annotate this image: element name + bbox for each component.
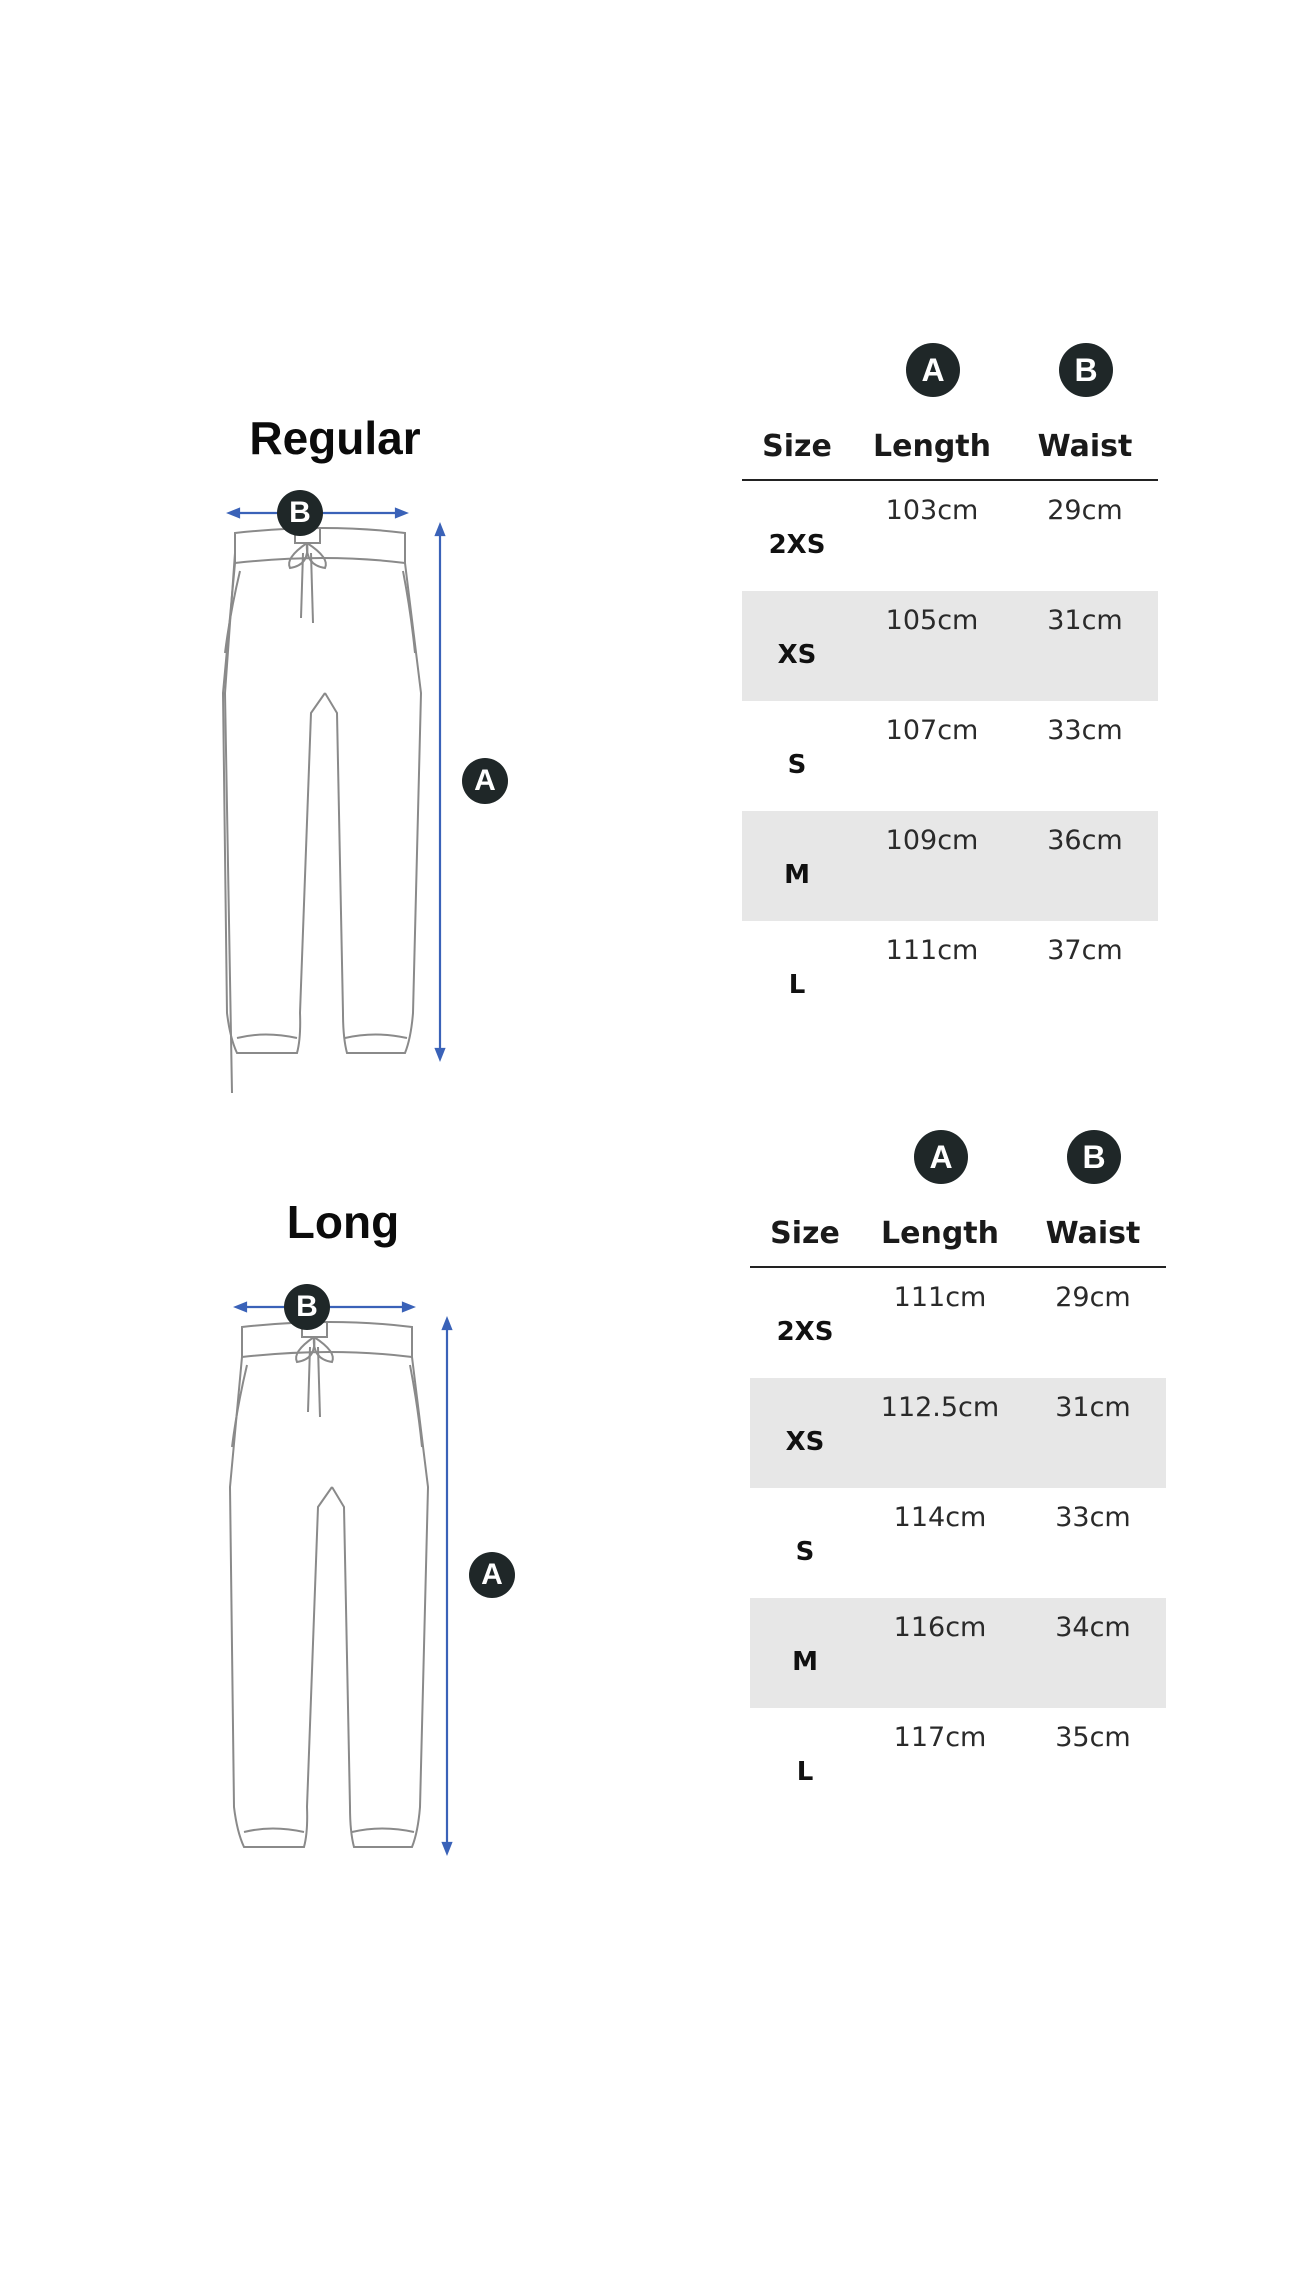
header-badges	[742, 343, 1158, 413]
table-row	[750, 1488, 1166, 1598]
size-cell: S	[787, 750, 807, 780]
length-cell: 117cm	[893, 1722, 987, 1753]
size-cell: 2XS	[768, 530, 826, 560]
size-header: Size	[750, 1200, 860, 1267]
regular-title: Regular	[249, 412, 421, 464]
waist-cell: 35cm	[1055, 1722, 1131, 1753]
length-cell: 103cm	[885, 495, 979, 526]
length-column-icon: A	[906, 343, 960, 397]
waist-cell: 31cm	[1012, 591, 1158, 701]
regular-section	[0, 333, 1290, 1133]
table-row	[742, 701, 1158, 811]
table-header-row	[750, 1200, 1166, 1267]
waist-header: Waist	[1020, 1200, 1166, 1267]
waist-marker-icon: B	[284, 1284, 330, 1330]
waist-column-icon: B	[1059, 343, 1113, 397]
length-cell: 116cm	[860, 1598, 1020, 1708]
waist-cell: 33cm	[1047, 715, 1123, 746]
regular-pants-diagram	[215, 493, 515, 1043]
long-pants-diagram	[222, 1287, 522, 1837]
size-header: Size	[742, 413, 852, 480]
table-row	[742, 921, 1158, 1031]
length-cell: 111cm	[885, 935, 979, 966]
long-section	[0, 1120, 1290, 1920]
regular-size-chart	[742, 343, 1158, 1031]
waist-cell: 36cm	[1012, 811, 1158, 921]
length-marker-icon: A	[462, 758, 508, 804]
length-cell: 109cm	[852, 811, 1012, 921]
length-cell: 105cm	[852, 591, 1012, 701]
waist-cell: 29cm	[1047, 495, 1123, 526]
waist-marker-icon: B	[277, 490, 323, 536]
size-cell: XS	[742, 591, 852, 701]
length-cell: 114cm	[893, 1502, 987, 1533]
long-size-chart	[750, 1130, 1166, 1818]
waist-cell: 31cm	[1020, 1378, 1166, 1488]
waist-cell: 34cm	[1020, 1598, 1166, 1708]
length-column-icon: A	[914, 1130, 968, 1184]
size-cell: S	[795, 1537, 815, 1567]
table-row	[742, 591, 1158, 701]
size-cell: L	[788, 970, 806, 1000]
waist-cell: 29cm	[1055, 1282, 1131, 1313]
waist-cell: 37cm	[1047, 935, 1123, 966]
table-row	[750, 1378, 1166, 1488]
size-cell: 2XS	[776, 1317, 834, 1347]
length-header: Length	[852, 413, 1012, 480]
table-header-row	[742, 413, 1158, 480]
long-title: Long	[286, 1196, 400, 1248]
table-row	[750, 1267, 1166, 1378]
waist-column-icon: B	[1067, 1130, 1121, 1184]
length-marker-icon: A	[469, 1552, 515, 1598]
length-cell: 107cm	[885, 715, 979, 746]
table-row	[742, 480, 1158, 591]
length-cell: 111cm	[893, 1282, 987, 1313]
size-cell: M	[750, 1598, 860, 1708]
length-cell: 112.5cm	[860, 1378, 1020, 1488]
table-row	[750, 1708, 1166, 1818]
table-row	[750, 1598, 1166, 1708]
size-cell: XS	[750, 1378, 860, 1488]
size-cell: M	[742, 811, 852, 921]
waist-header: Waist	[1012, 413, 1158, 480]
table-row	[742, 811, 1158, 921]
long-size-table	[750, 1200, 1166, 1818]
regular-size-table	[742, 413, 1158, 1031]
length-header: Length	[860, 1200, 1020, 1267]
waist-cell: 33cm	[1055, 1502, 1131, 1533]
header-badges	[750, 1130, 1166, 1200]
size-cell: L	[796, 1757, 814, 1787]
